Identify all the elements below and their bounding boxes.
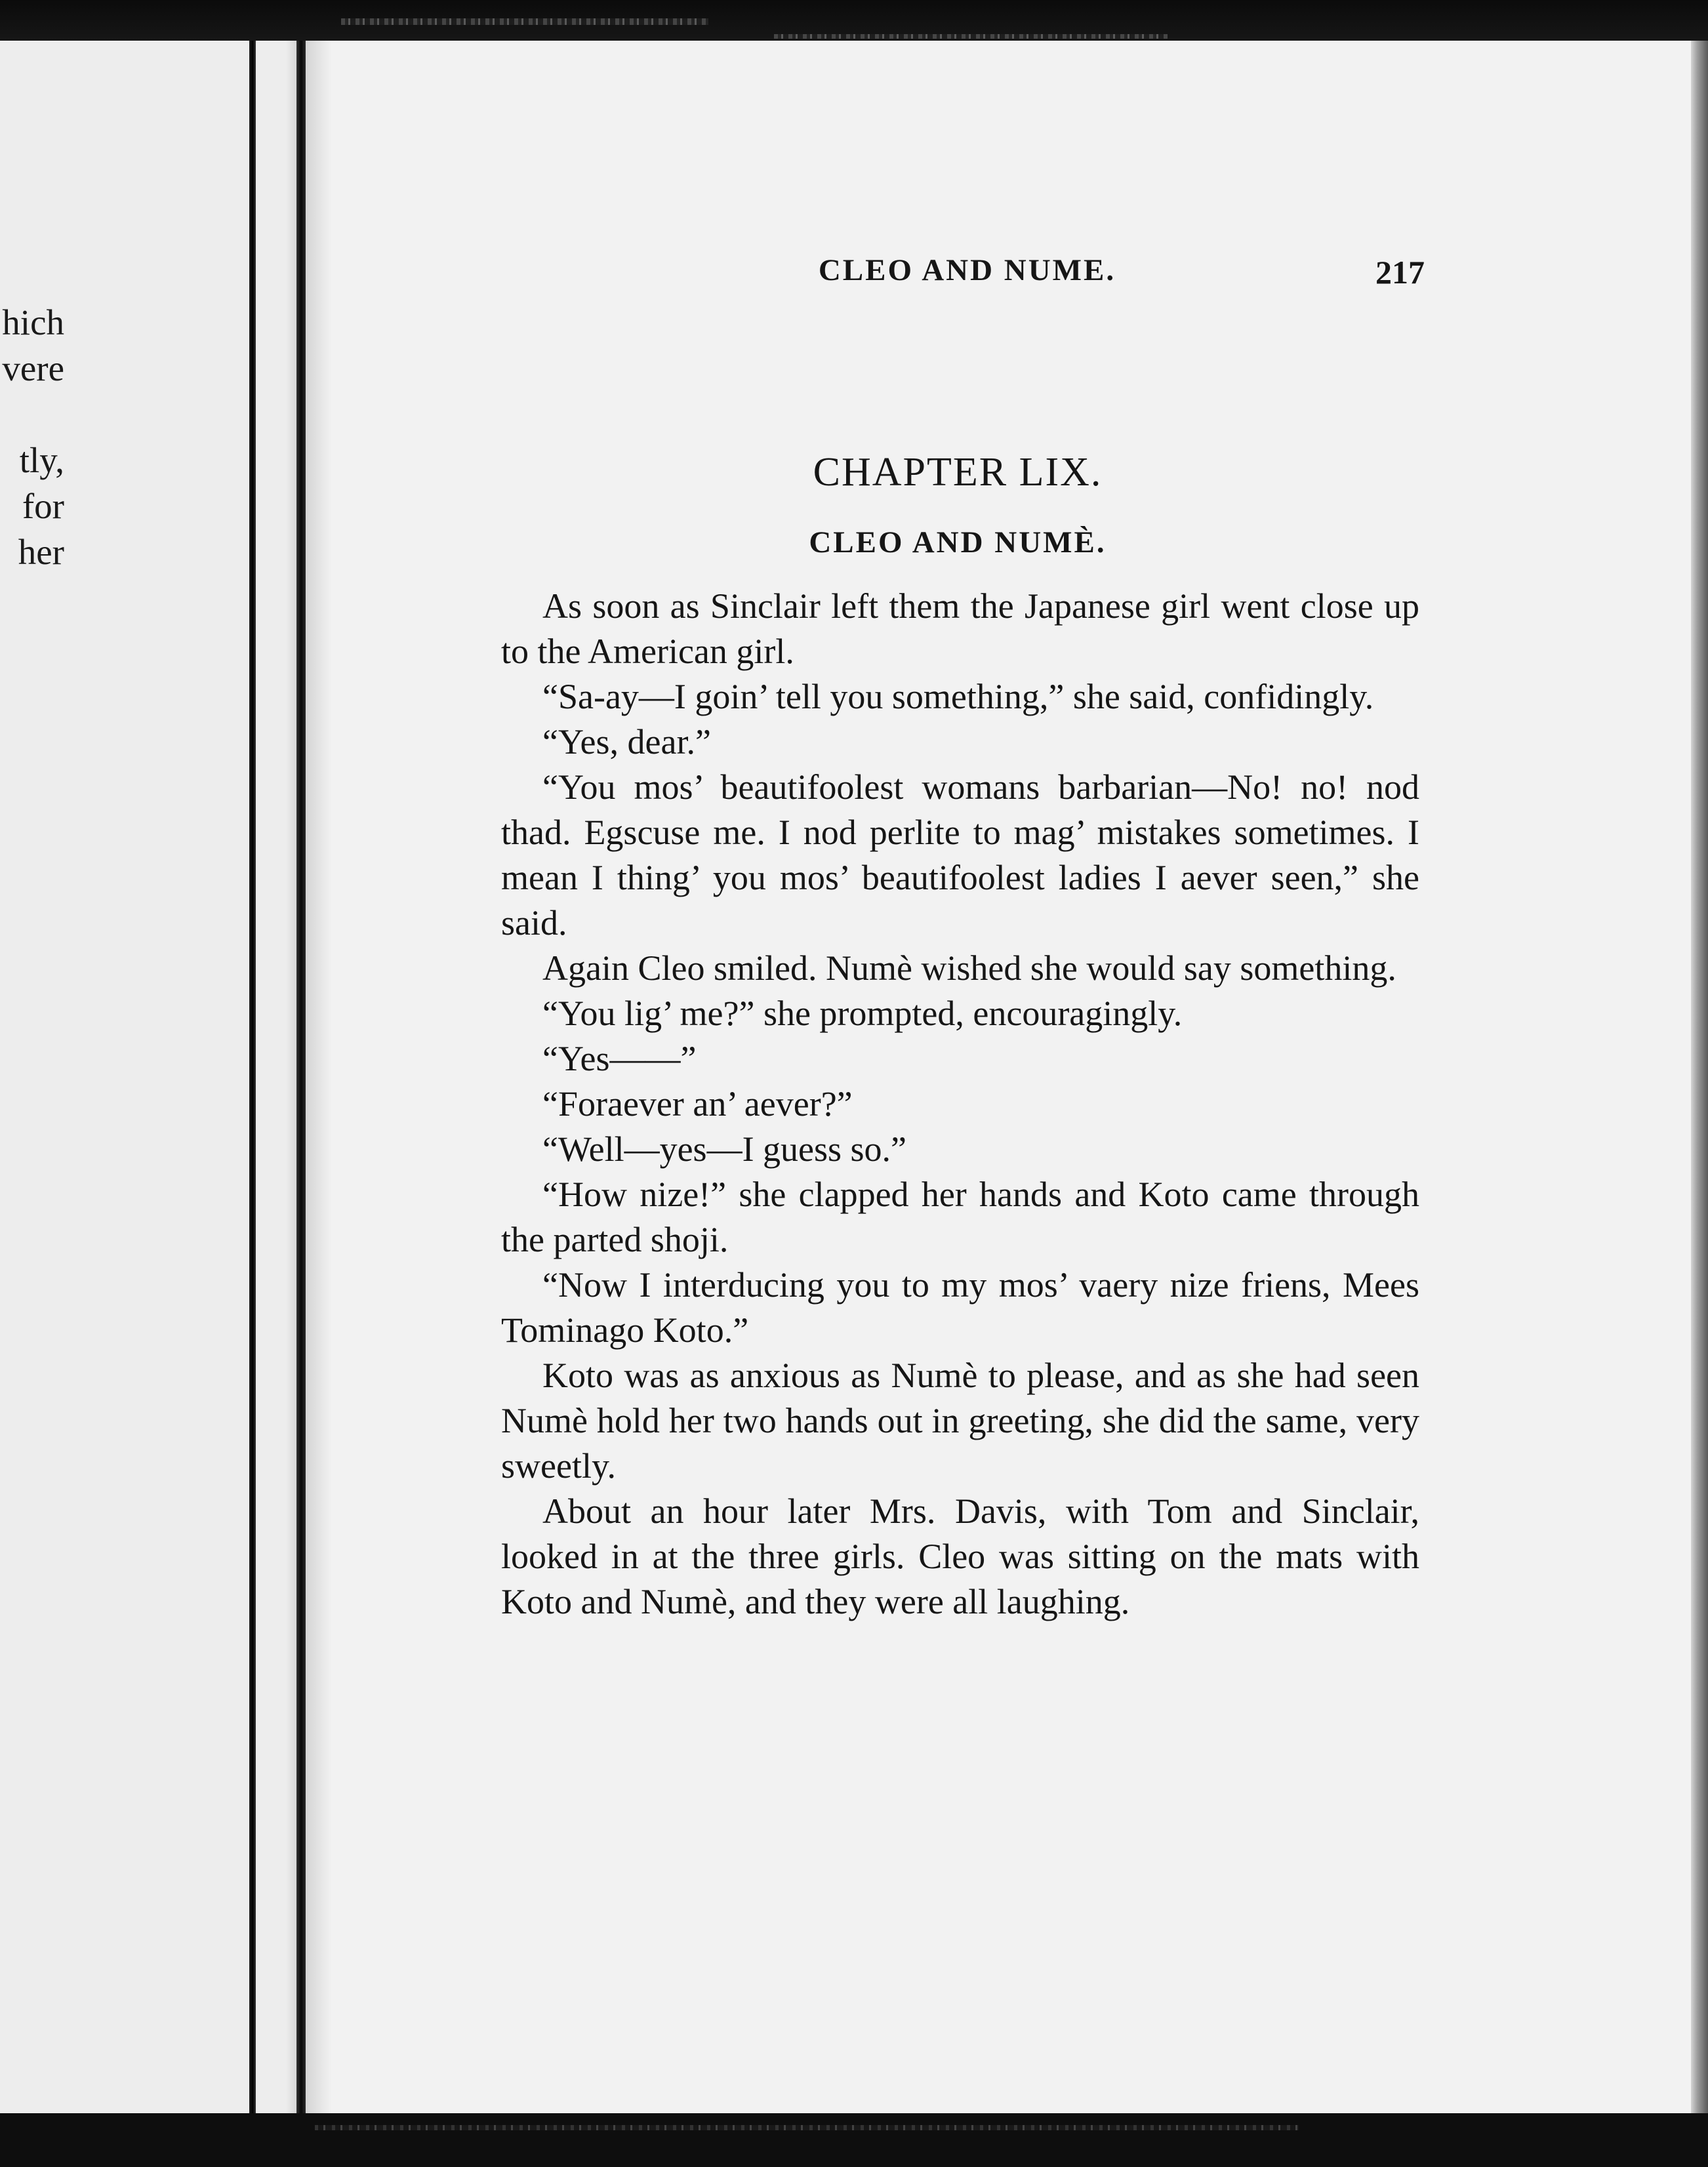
paragraph: As soon as Sinclair left them the Japanese girl went close up to the American girl. xyxy=(501,586,1419,671)
paragraph: “You lig’ me?” she prompted, encouragingly. xyxy=(542,994,1183,1033)
paragraph: “Sa-ay—I goin’ tell you something,” she said, confidingly. xyxy=(542,677,1374,716)
left-page-line-fragment: tly, xyxy=(19,440,64,480)
paragraph: About an hour later Mrs. Davis, with Tom and Sinclair, looked in at the three girls. Cleo was sitting on the mats with Koto and Numè, and they were all laughing. xyxy=(501,1491,1419,1621)
left-page-line-fragment: hich xyxy=(2,302,64,342)
paragraph: “Well—yes—I guess so.” xyxy=(542,1129,907,1169)
scanner-bottom-edge xyxy=(0,2113,1708,2167)
previous-page-fragment xyxy=(0,41,306,2113)
paragraph: Koto was as anxious as Numè to please, and as she had seen Numè hold her two hands out in greeting, she did the same, very sweetly. xyxy=(501,1356,1419,1486)
paragraph: “Yes——” xyxy=(542,1039,697,1078)
page-gutter-line xyxy=(296,41,306,2113)
chapter-number: CHAPTER LIX. xyxy=(813,450,1103,495)
chapter-body xyxy=(501,584,1419,1625)
paragraph: “Yes, dear.” xyxy=(542,722,711,761)
paragraph: “Now I interducing you to my mos’ vaery nize friens, Mees Tominago Koto.” xyxy=(501,1265,1419,1350)
left-page-line-fragment: for xyxy=(22,486,64,526)
book-spine-line xyxy=(249,41,256,2113)
left-page-line-fragment: vere xyxy=(2,348,64,388)
paragraph: Again Cleo smiled. Numè wished she would say something. xyxy=(542,948,1396,988)
page-right-edge xyxy=(1691,41,1708,2113)
chapter-title: CLEO AND NUMÈ. xyxy=(809,525,1107,559)
paragraph: “Foraever an’ aever?” xyxy=(542,1084,853,1124)
page-number: 217 xyxy=(1375,254,1425,291)
paragraph: “How nize!” she clapped her hands and Koto came through the parted shoji. xyxy=(501,1175,1419,1259)
left-page-line-fragment: her xyxy=(18,532,64,572)
paragraph: “You mos’ beautifoolest womans barbarian—No! no! nod thad. Egscuse me. I nod perlite to mag’ mistakes sometimes. I mean I thing’ you mos’ beautifoolest ladies I aever seen,” she said. xyxy=(501,767,1419,942)
running-head: CLEO AND NUME. xyxy=(818,253,1116,287)
